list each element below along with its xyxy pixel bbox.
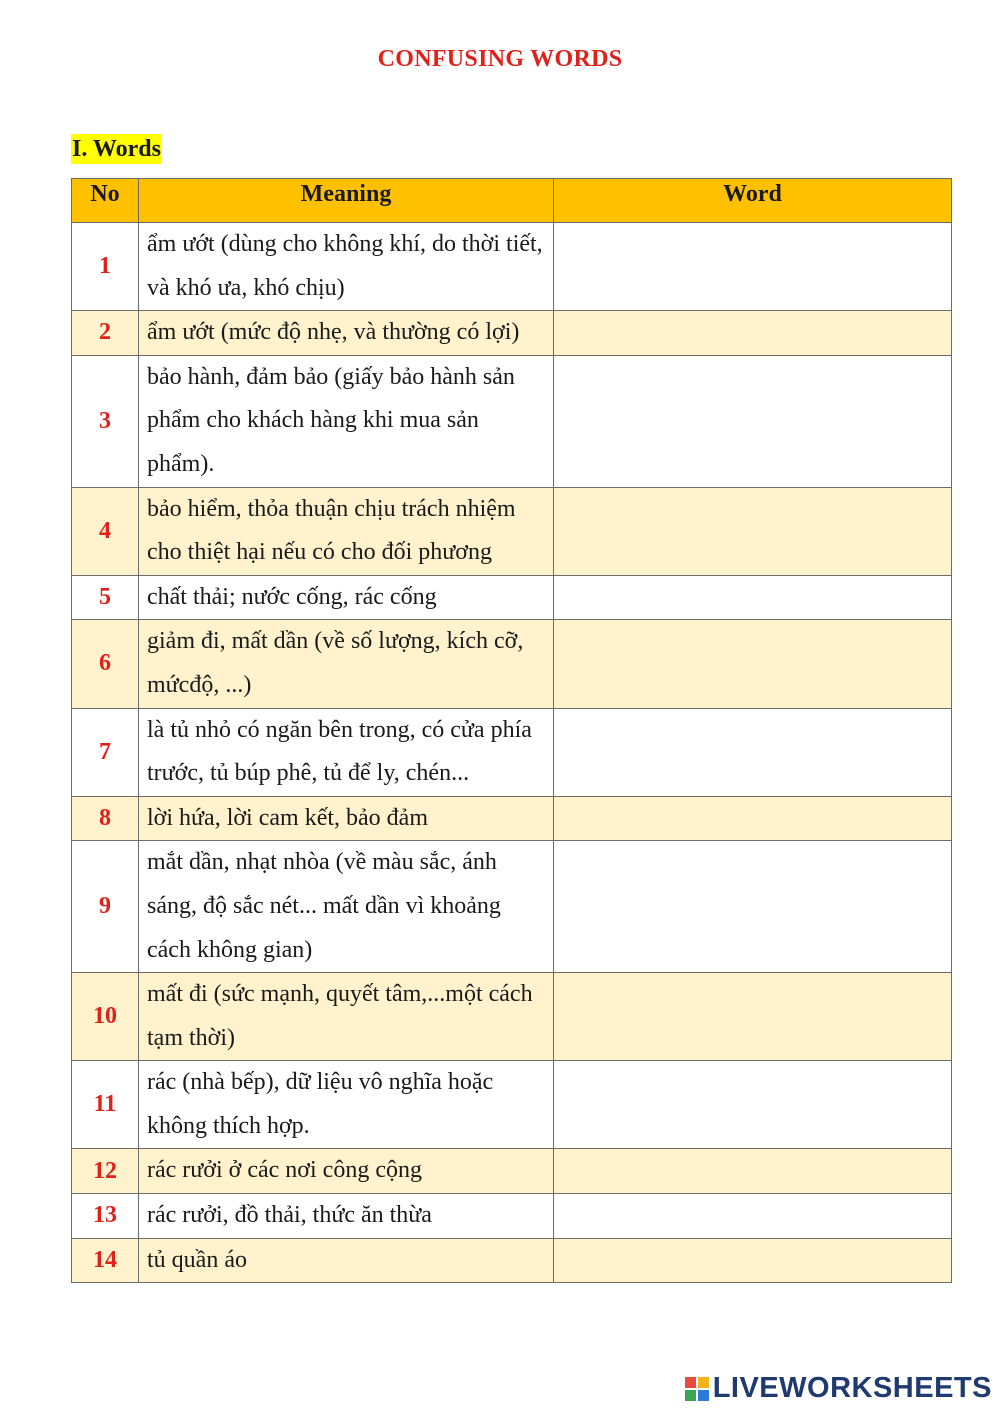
table-row <box>72 311 952 356</box>
word-answer-cell[interactable] <box>554 620 952 708</box>
table-row <box>72 708 952 796</box>
row-meaning: là tủ nhỏ có ngăn bên trong, có cửa phía trước, tủ búp phê, tủ để ly, chén... <box>139 708 554 796</box>
row-number: 9 <box>72 841 139 973</box>
logo-block-i <box>698 1377 709 1388</box>
table-header-row <box>72 179 952 223</box>
word-answer-cell[interactable] <box>554 1194 952 1239</box>
table-row <box>72 575 952 620</box>
table-row <box>72 1238 952 1283</box>
page-title: CONFUSING WORDS <box>377 46 623 72</box>
row-meaning: ẩm ướt (mức độ nhẹ, và thường có lợi) <box>139 311 554 356</box>
row-meaning: bảo hiểm, thỏa thuận chịu trách nhiệm cho thiệt hại nếu có cho đối phương <box>139 487 554 575</box>
row-number: 5 <box>72 575 139 620</box>
row-meaning: tủ quần áo <box>139 1238 554 1283</box>
row-number: 2 <box>72 311 139 356</box>
row-number: 6 <box>72 620 139 708</box>
row-number: 8 <box>72 796 139 841</box>
section-heading: I. Words <box>72 136 161 162</box>
row-meaning: mắt dần, nhạt nhòa (về màu sắc, ánh sáng, độ sắc nét... mất dần vì khoảng cách không gian) <box>139 841 554 973</box>
word-answer-cell[interactable] <box>554 708 952 796</box>
logo-block-v <box>685 1390 696 1401</box>
row-number: 13 <box>72 1194 139 1239</box>
row-meaning: rác rưởi, đồ thải, thức ăn thừa <box>139 1194 554 1239</box>
row-meaning: rác rưởi ở các nơi công cộng <box>139 1149 554 1194</box>
header-word: Word <box>554 179 952 223</box>
row-number: 3 <box>72 355 139 487</box>
table-row <box>72 1149 952 1194</box>
word-answer-cell[interactable] <box>554 841 952 973</box>
header-meaning: Meaning <box>139 179 554 223</box>
row-meaning: mất đi (sức mạnh, quyết tâm,...một cách tạm thời) <box>139 973 554 1061</box>
word-answer-cell[interactable] <box>554 1238 952 1283</box>
row-meaning: chất thải; nước cống, rác cống <box>139 575 554 620</box>
table-row <box>72 841 952 973</box>
liveworksheets-logo <box>685 1372 992 1405</box>
logo-block-l <box>685 1377 696 1388</box>
row-number: 11 <box>72 1061 139 1149</box>
row-number: 14 <box>72 1238 139 1283</box>
word-answer-cell[interactable] <box>554 355 952 487</box>
word-answer-cell[interactable] <box>554 973 952 1061</box>
table-row <box>72 620 952 708</box>
row-meaning: ẩm ướt (dùng cho không khí, do thời tiết, và khó ưa, khó chịu) <box>139 223 554 311</box>
brand-name: LIVEWORKSHEETS <box>712 1372 992 1404</box>
row-number: 12 <box>72 1149 139 1194</box>
table-row <box>72 487 952 575</box>
word-answer-cell[interactable] <box>554 796 952 841</box>
row-meaning: lời hứa, lời cam kết, bảo đảm <box>139 796 554 841</box>
table-row <box>72 355 952 487</box>
words-table <box>71 178 952 1283</box>
row-number: 1 <box>72 223 139 311</box>
word-answer-cell[interactable] <box>554 311 952 356</box>
table-row <box>72 1061 952 1149</box>
logo-icon <box>685 1377 709 1401</box>
word-answer-cell[interactable] <box>554 1149 952 1194</box>
row-number: 7 <box>72 708 139 796</box>
row-number: 4 <box>72 487 139 575</box>
row-meaning: bảo hành, đảm bảo (giấy bảo hành sản phẩm cho khách hàng khi mua sản phẩm). <box>139 355 554 487</box>
row-meaning: rác (nhà bếp), dữ liệu vô nghĩa hoặc không thích hợp. <box>139 1061 554 1149</box>
row-meaning: giảm đi, mất dần (về số lượng, kích cỡ, mứcđộ, ...) <box>139 620 554 708</box>
word-answer-cell[interactable] <box>554 223 952 311</box>
word-answer-cell[interactable] <box>554 1061 952 1149</box>
header-no: No <box>72 179 139 223</box>
word-answer-cell[interactable] <box>554 575 952 620</box>
table-row <box>72 1194 952 1239</box>
logo-block-e <box>698 1390 709 1401</box>
table-row <box>72 796 952 841</box>
table-row <box>72 973 952 1061</box>
row-number: 10 <box>72 973 139 1061</box>
word-answer-cell[interactable] <box>554 487 952 575</box>
table-row <box>72 223 952 311</box>
